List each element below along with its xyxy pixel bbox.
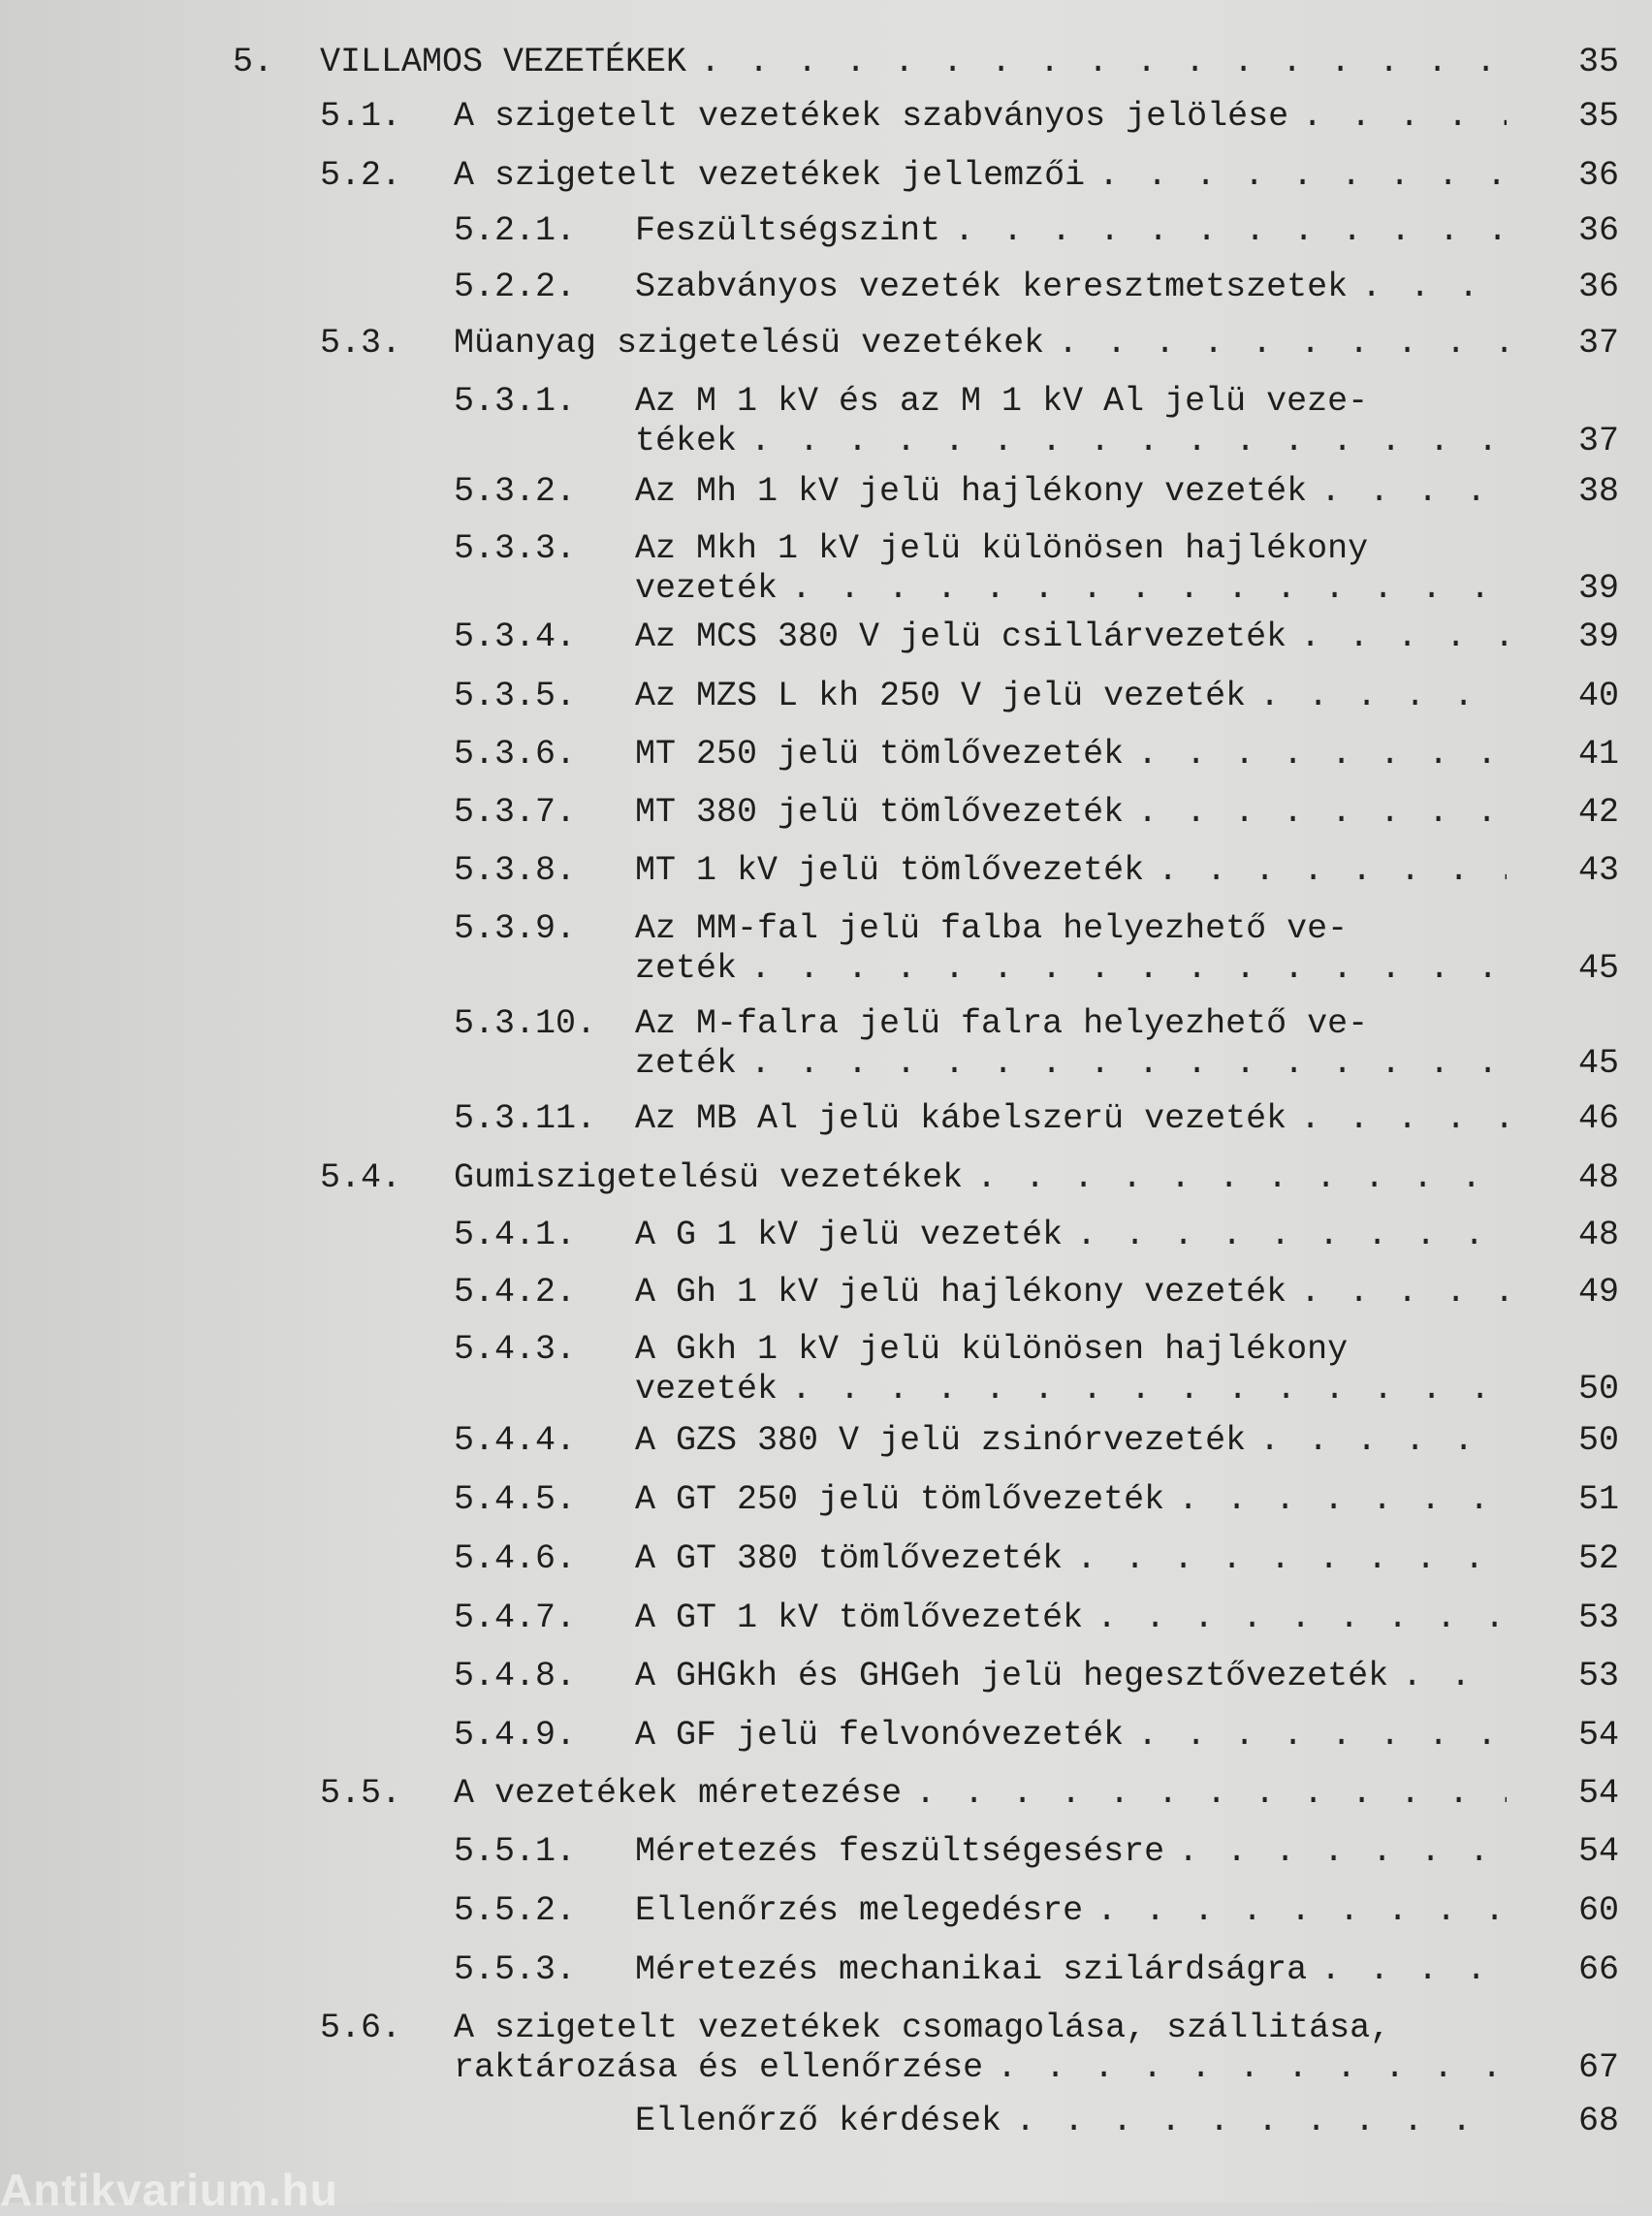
toc-entry bbox=[0, 1539, 1652, 1579]
toc-entry-title: zeték bbox=[635, 1044, 738, 1083]
dot-leader bbox=[1058, 324, 1507, 364]
toc-entry-title: Az MB Al jelü kábelszerü vezeték bbox=[635, 1099, 1287, 1138]
toc-entry-number: 5.3.7. bbox=[454, 793, 577, 832]
toc-entry-page-number: 36 bbox=[1577, 268, 1619, 306]
dot-leader bbox=[997, 2048, 1507, 2088]
dot-leader bbox=[750, 422, 1507, 461]
dot-leader bbox=[1137, 735, 1507, 775]
toc-entry-page-number: 51 bbox=[1577, 1480, 1619, 1519]
toc-entry-page-number: 37 bbox=[1577, 324, 1619, 363]
toc-entry-title: A szigetelt vezetékek csomagolása, szállitása, bbox=[454, 2009, 1391, 2047]
toc-entry-title: vezeték bbox=[635, 569, 778, 608]
toc-entry-page-number: 48 bbox=[1577, 1216, 1619, 1254]
dot-leader bbox=[791, 569, 1507, 609]
toc-entry-number: 5.2.2. bbox=[454, 268, 577, 306]
toc-entry-page-number: 68 bbox=[1577, 2102, 1619, 2140]
toc-entry-page-number: 54 bbox=[1577, 1716, 1619, 1755]
toc-entry-page-number: 54 bbox=[1577, 1832, 1619, 1871]
toc-entry bbox=[0, 1832, 1652, 1872]
toc-entry bbox=[0, 324, 1652, 364]
toc-entry-page-number: 35 bbox=[1577, 43, 1619, 81]
toc-entry bbox=[0, 1480, 1652, 1520]
dot-leader bbox=[976, 1158, 1507, 1198]
toc-entry bbox=[0, 1891, 1652, 1931]
toc-entry-title: A G 1 kV jelü vezeték bbox=[635, 1216, 1064, 1254]
toc-entry-number: 5.3.11. bbox=[454, 1099, 597, 1138]
toc-entry-page-number: 53 bbox=[1577, 1657, 1619, 1695]
toc-entry-number: 5.4.3. bbox=[454, 1330, 577, 1369]
toc-entry-page-number: 36 bbox=[1577, 156, 1619, 195]
toc-entry-title: Méretezés feszültségesésre bbox=[635, 1832, 1165, 1871]
toc-entry-page-number: 46 bbox=[1577, 1099, 1619, 1138]
toc-entry-title: vezeték bbox=[635, 1370, 778, 1409]
dot-leader bbox=[1300, 1099, 1507, 1139]
toc-entry-title: A GT 250 jelü tömlővezeték bbox=[635, 1480, 1165, 1519]
toc-entry-number: 5.3.9. bbox=[454, 909, 577, 948]
toc-entry-title: Az Mkh 1 kV jelü különösen hajlékony bbox=[635, 529, 1369, 568]
toc-entry bbox=[0, 382, 1652, 461]
toc-entry bbox=[0, 1657, 1652, 1696]
toc-entry bbox=[0, 43, 1652, 82]
dot-leader bbox=[1137, 793, 1507, 833]
toc-entry-number: 5.3.3. bbox=[454, 529, 577, 568]
toc-entry-title: A GF jelü felvonóvezeték bbox=[635, 1716, 1125, 1755]
toc-entry-page-number: 54 bbox=[1577, 1774, 1619, 1813]
toc-entry-title: Méretezés mechanikai szilárdságra bbox=[635, 1950, 1308, 1989]
toc-entry bbox=[0, 1950, 1652, 1990]
dot-leader bbox=[915, 1774, 1507, 1814]
toc-entry-title: Az Mh 1 kV jelü hajlékony vezeték bbox=[635, 472, 1308, 511]
toc-entry-page-number: 35 bbox=[1577, 97, 1619, 136]
toc-entry bbox=[0, 472, 1652, 512]
toc-entry-page-number: 39 bbox=[1577, 617, 1619, 656]
dot-leader bbox=[1320, 472, 1507, 512]
toc-entry-number: 5.3.2. bbox=[454, 472, 577, 511]
toc-entry-number: 5.3. bbox=[320, 324, 402, 363]
toc-entry-page-number: 60 bbox=[1577, 1891, 1619, 1930]
toc-entry-title: MT 1 kV jelü tömlővezeték bbox=[635, 851, 1145, 890]
dot-leader bbox=[954, 211, 1507, 251]
dot-leader bbox=[1320, 1950, 1507, 1990]
dot-leader bbox=[750, 949, 1507, 989]
toc-entry-page-number: 49 bbox=[1577, 1273, 1619, 1312]
toc-entry-title: MT 250 jelü tömlővezeték bbox=[635, 735, 1125, 774]
toc-entry bbox=[0, 156, 1652, 196]
toc-entry bbox=[0, 1330, 1652, 1409]
toc-entry bbox=[0, 1599, 1652, 1638]
dot-leader bbox=[1096, 1891, 1507, 1931]
toc-entry-page-number: 43 bbox=[1577, 851, 1619, 890]
toc-entry-page-number: 45 bbox=[1577, 949, 1619, 988]
toc-entry bbox=[0, 1004, 1652, 1084]
toc-entry-title: Müanyag szigetelésü vezetékek bbox=[454, 324, 1045, 363]
toc-entry-title: A vezetékek méretezése bbox=[454, 1774, 903, 1813]
toc-entry bbox=[0, 211, 1652, 251]
dot-leader bbox=[1300, 617, 1507, 657]
toc-entry-title: Feszültségszint bbox=[635, 211, 941, 250]
toc-entry-title: Az MCS 380 V jelü csillárvezeték bbox=[635, 617, 1287, 656]
toc-entry bbox=[0, 1099, 1652, 1139]
dot-leader bbox=[1300, 1273, 1507, 1313]
toc-entry-page-number: 50 bbox=[1577, 1421, 1619, 1460]
toc-entry-title: tékek bbox=[635, 422, 738, 460]
toc-entry-page-number: 66 bbox=[1577, 1950, 1619, 1989]
toc-entry bbox=[0, 1774, 1652, 1814]
toc-entry bbox=[0, 909, 1652, 989]
toc-entry-title: Ellenőrzés melegedésre bbox=[635, 1891, 1084, 1930]
toc-entry-number: 5.4.2. bbox=[454, 1273, 577, 1312]
toc-entry bbox=[0, 268, 1652, 307]
toc-entry-number: 5.5. bbox=[320, 1774, 402, 1813]
dot-leader bbox=[1259, 677, 1507, 716]
toc-entry-page-number: 52 bbox=[1577, 1539, 1619, 1578]
toc-entry-number: 5.3.8. bbox=[454, 851, 577, 890]
toc-entry-number: 5.4. bbox=[320, 1158, 402, 1197]
toc-entry-number: 5.6. bbox=[320, 2009, 402, 2047]
toc-entry-number: 5.1. bbox=[320, 97, 402, 136]
dot-leader bbox=[750, 1044, 1507, 1084]
toc-entry bbox=[0, 529, 1652, 609]
watermark-logo: Antikvarium.hu bbox=[0, 2165, 338, 2215]
toc-entry-title: Az M-falra jelü falra helyezhető ve- bbox=[635, 1004, 1369, 1043]
toc-entry-number: 5.4.6. bbox=[454, 1539, 577, 1578]
toc-entry-title: A szigetelt vezetékek jellemzői bbox=[454, 156, 1086, 195]
toc-entry-title: Gumiszigetelésü vezetékek bbox=[454, 1158, 964, 1197]
toc-entry-page-number: 39 bbox=[1577, 569, 1619, 608]
toc-entry bbox=[0, 1421, 1652, 1461]
dot-leader bbox=[1178, 1832, 1507, 1872]
dot-leader bbox=[1259, 1421, 1507, 1461]
toc-entry-page-number: 50 bbox=[1577, 1370, 1619, 1409]
toc-entry-page-number: 36 bbox=[1577, 211, 1619, 250]
toc-entry-title: A GHGkh és GHGeh jelü hegesztővezeték bbox=[635, 1657, 1389, 1695]
dot-leader bbox=[1402, 1657, 1507, 1696]
toc-entry-title: Az M 1 kV és az M 1 kV Al jelü veze- bbox=[635, 382, 1369, 421]
toc-entry-title: Az MZS L kh 250 V jelü vezeték bbox=[635, 677, 1247, 715]
toc-entry bbox=[0, 2102, 1652, 2141]
toc-entry-page-number: 40 bbox=[1577, 677, 1619, 715]
toc-entry-page-number: 53 bbox=[1577, 1599, 1619, 1637]
dot-leader bbox=[700, 43, 1507, 82]
dot-leader bbox=[1137, 1716, 1507, 1756]
toc-entry-number: 5.4.8. bbox=[454, 1657, 577, 1695]
toc-entry-title: A Gh 1 kV jelü hajlékony vezeték bbox=[635, 1273, 1287, 1312]
toc-entry-number: 5.3.10. bbox=[454, 1004, 597, 1043]
toc-entry-title: VILLAMOS VEZETÉKEK bbox=[320, 43, 687, 81]
dot-leader bbox=[1015, 2102, 1507, 2141]
toc-entry-number: 5.5.2. bbox=[454, 1891, 577, 1930]
toc-entry-page-number: 37 bbox=[1577, 422, 1619, 460]
toc-entry-number: 5.4.7. bbox=[454, 1599, 577, 1637]
toc-entry-title: raktározása és ellenőrzése bbox=[454, 2048, 984, 2087]
dot-leader bbox=[1302, 97, 1507, 137]
toc-entry-number: 5.4.9. bbox=[454, 1716, 577, 1755]
toc-entry-title: A GT 1 kV tömlővezeték bbox=[635, 1599, 1084, 1637]
dot-leader bbox=[1178, 1480, 1507, 1520]
dot-leader bbox=[791, 1370, 1507, 1409]
toc-entry bbox=[0, 735, 1652, 775]
toc-entry bbox=[0, 851, 1652, 891]
toc-entry-title: Szabványos vezeték keresztmetszetek bbox=[635, 268, 1349, 306]
toc-entry-number: 5. bbox=[233, 43, 274, 81]
dot-leader bbox=[1076, 1216, 1507, 1255]
toc-entry-title: zeték bbox=[635, 949, 738, 988]
toc-entry-number: 5.3.6. bbox=[454, 735, 577, 774]
toc-entry-number: 5.2.1. bbox=[454, 211, 577, 250]
toc-entry bbox=[0, 2009, 1652, 2088]
toc-entry bbox=[0, 1158, 1652, 1198]
toc-entry-title: MT 380 jelü tömlővezeték bbox=[635, 793, 1125, 832]
toc-entry bbox=[0, 1273, 1652, 1313]
toc-entry-page-number: 42 bbox=[1577, 793, 1619, 832]
toc-entry-number: 5.4.1. bbox=[454, 1216, 577, 1254]
dot-leader bbox=[1098, 156, 1507, 196]
toc-entry-page-number: 67 bbox=[1577, 2048, 1619, 2087]
toc-entry-page-number: 41 bbox=[1577, 735, 1619, 774]
toc-entry-title: Az MM-fal jelü falba helyezhető ve- bbox=[635, 909, 1349, 948]
toc-entry-number: 5.3.1. bbox=[454, 382, 577, 421]
toc-entry-title: A Gkh 1 kV jelü különösen hajlékony bbox=[635, 1330, 1349, 1369]
toc-entry-title: Ellenőrző kérdések bbox=[635, 2102, 1002, 2140]
dot-leader bbox=[1096, 1599, 1507, 1638]
toc-entry-number: 5.3.5. bbox=[454, 677, 577, 715]
toc-entry-title: A szigetelt vezetékek szabványos jelölése bbox=[454, 97, 1289, 136]
toc-entry-title: A GT 380 tömlővezeték bbox=[635, 1539, 1064, 1578]
toc-entry bbox=[0, 97, 1652, 137]
toc-entry bbox=[0, 1216, 1652, 1255]
toc-entry-number: 5.5.3. bbox=[454, 1950, 577, 1989]
dot-leader bbox=[1076, 1539, 1507, 1579]
toc-entry-number: 5.5.1. bbox=[454, 1832, 577, 1871]
toc-entry-number: 5.4.4. bbox=[454, 1421, 577, 1460]
toc-entry bbox=[0, 677, 1652, 716]
toc-entry-page-number: 38 bbox=[1577, 472, 1619, 511]
toc-entry bbox=[0, 1716, 1652, 1756]
toc-entry-page-number: 45 bbox=[1577, 1044, 1619, 1083]
toc-entry-number: 5.4.5. bbox=[454, 1480, 577, 1519]
toc-entry-number: 5.2. bbox=[320, 156, 402, 195]
dot-leader bbox=[1158, 851, 1507, 891]
dot-leader bbox=[1361, 268, 1507, 307]
toc-entry-number: 5.3.4. bbox=[454, 617, 577, 656]
toc-entry bbox=[0, 793, 1652, 833]
toc-entry bbox=[0, 617, 1652, 657]
toc-entry-page-number: 48 bbox=[1577, 1158, 1619, 1197]
toc-entry-title: A GZS 380 V jelü zsinórvezeték bbox=[635, 1421, 1247, 1460]
